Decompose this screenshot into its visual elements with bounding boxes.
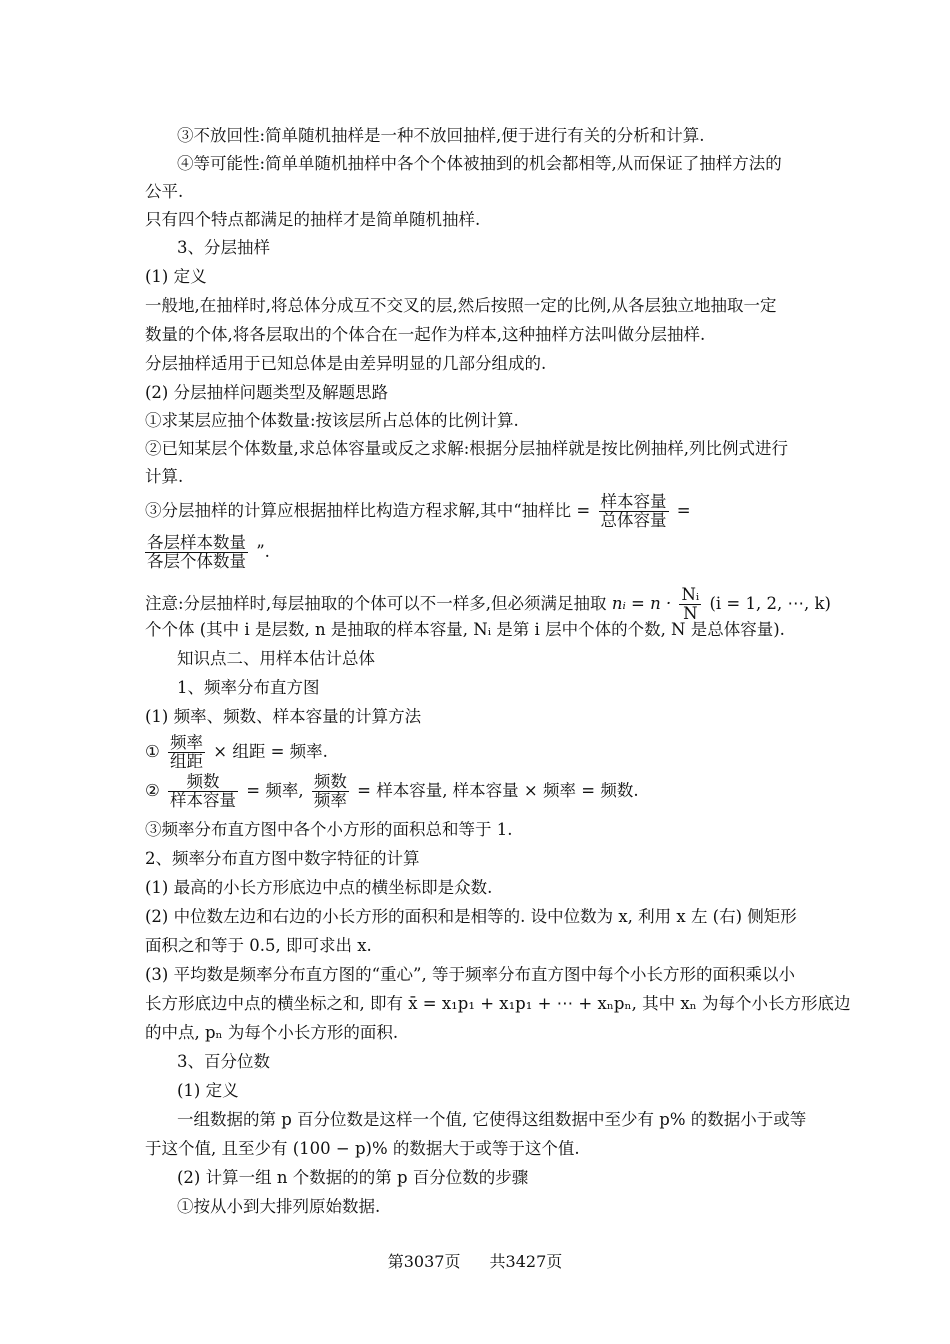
text-line: 个个体 (其中 i 是层数, n 是抽取的样本容量, Nᵢ 是第 i 层中个体的个数, N 是总体容量). [145,620,785,639]
page-number: 第3037页 [387,1252,461,1271]
text-line: ④等可能性:简单单随机抽样中各个个体被抽到的机会都相等,从而保证了抽样方法的 [177,154,782,173]
text-segment: = [676,501,691,520]
text-line: 一般地,在抽样时,将总体分成互不交叉的层,然后按照一定的比例,从各层独立地抽取一定 [145,296,777,315]
section-heading: 3、百分位数 [177,1052,270,1071]
text-segment: ③分层抽样的计算应根据抽样比构造方程求解,其中“抽样比 = [145,501,591,520]
text-line: (3) 平均数是频率分布直方图的“重心”, 等于频率分布直方图中每个小长方形的面积乘以小 [145,965,795,984]
text-line: 于这个值, 且至少有 (100 − p)% 的数据大于或等于这个值. [145,1139,580,1158]
numerator: 频率 [170,733,204,752]
denominator: 样本容量 [170,791,237,810]
formula-line [145,493,815,530]
fraction [599,493,669,530]
text-line: (1) 最高的小长方形底边中点的横坐标即是众数. [145,878,493,897]
text-segment: = 频率, [246,781,304,800]
denominator: 组距 [170,752,204,771]
fraction [312,773,349,810]
text-line: (1) 频率、频数、样本容量的计算方法 [145,707,422,726]
text-line: 只有四个特点都满足的抽样才是简单随机抽样. [145,210,481,229]
denominator: 频率 [313,791,347,810]
text-line: 公平. [145,182,184,201]
denominator: 各层个体数量 [147,552,246,571]
text-line: 长方形底边中点的横坐标之和, 即有 x̄ = x₁p₁ + x₁p₁ + ⋯ + xₙpₙ, 其中 xₙ 为每个小长方形底边 [145,994,851,1013]
denominator: N [683,604,698,623]
page-total: 共3427页 [489,1252,563,1271]
denominator: 总体容量 [600,511,667,530]
formula-line [145,773,815,810]
text-line: (2) 中位数左边和右边的小长方形的面积和是相等的. 设中位数为 x, 利用 x 左 (右) 侧矩形 [145,907,797,926]
text-line: (1) 定义 [145,267,207,286]
text-line: ③频率分布直方图中各个小方形的面积总和等于 1. [145,820,513,839]
page-footer [0,1252,950,1272]
text-segment: 注意:分层抽样时,每层抽取的个体可以不一样多,但必须满足抽取 [145,594,607,613]
section-heading: 2、频率分布直方图中数字特征的计算 [145,849,420,868]
formula-line [145,534,815,571]
fraction [168,734,205,771]
fraction [679,586,701,623]
text-line: ②已知某层个体数量,求总体容量或反之求解:根据分层抽样就是按比例抽样,列比例式进行 [145,439,789,458]
section-heading: 1、频率分布直方图 [177,678,320,697]
text-line: (2) 分层抽样问题类型及解题思路 [145,383,389,402]
numerator: 频数 [168,773,238,792]
text-segment: ② [145,781,160,800]
formula-line [145,734,815,771]
text-segment: (i = 1, 2, ⋯, k) [709,594,831,613]
fraction [168,773,238,810]
text-line: 分层抽样适用于已知总体是由差异明显的几部分组成的. [145,354,547,373]
numerator: Nᵢ [681,585,700,604]
text-line: 面积之和等于 0.5, 即可求出 x. [145,936,372,955]
section-heading: 3、分层抽样 [177,238,270,257]
numerator: 各层样本数量 [147,533,246,552]
text-line: (1) 定义 [177,1081,239,1100]
text-line: ①求某层应抽个体数量:按该层所占总体的比例计算. [145,411,519,430]
text-segment: ① [145,742,160,761]
text-line: 数量的个体,将各层取出的个体合在一起作为样本,这种抽样方法叫做分层抽样. [145,325,706,344]
math-expression: nᵢ = n · [611,594,672,613]
text-line: 的中点, pₙ 为每个小长方形的面积. [145,1023,399,1042]
formula-line [145,585,831,623]
text-line: 计算. [145,467,184,486]
numerator: 样本容量 [600,492,667,511]
numerator: 频数 [313,772,347,791]
text-line: 一组数据的第 p 百分位数是这样一个值, 它使得这组数据中至少有 p% 的数据小于或等 [177,1110,807,1129]
text-segment: × 组距 = 频率. [213,742,328,761]
text-line: (2) 计算一组 n 个数据的的第 p 百分位数的步骤 [177,1168,529,1187]
fraction [145,534,248,571]
text-segment: ”. [256,542,270,561]
text-line: ③不放回性:简单随机抽样是一种不放回抽样,便于进行有关的分析和计算. [177,126,705,145]
text-segment: = 样本容量, 样本容量 × 频率 = 频数. [357,781,639,800]
text-line: ①按从小到大排列原始数据. [177,1197,381,1216]
section-heading: 知识点二、用样本估计总体 [177,649,375,668]
